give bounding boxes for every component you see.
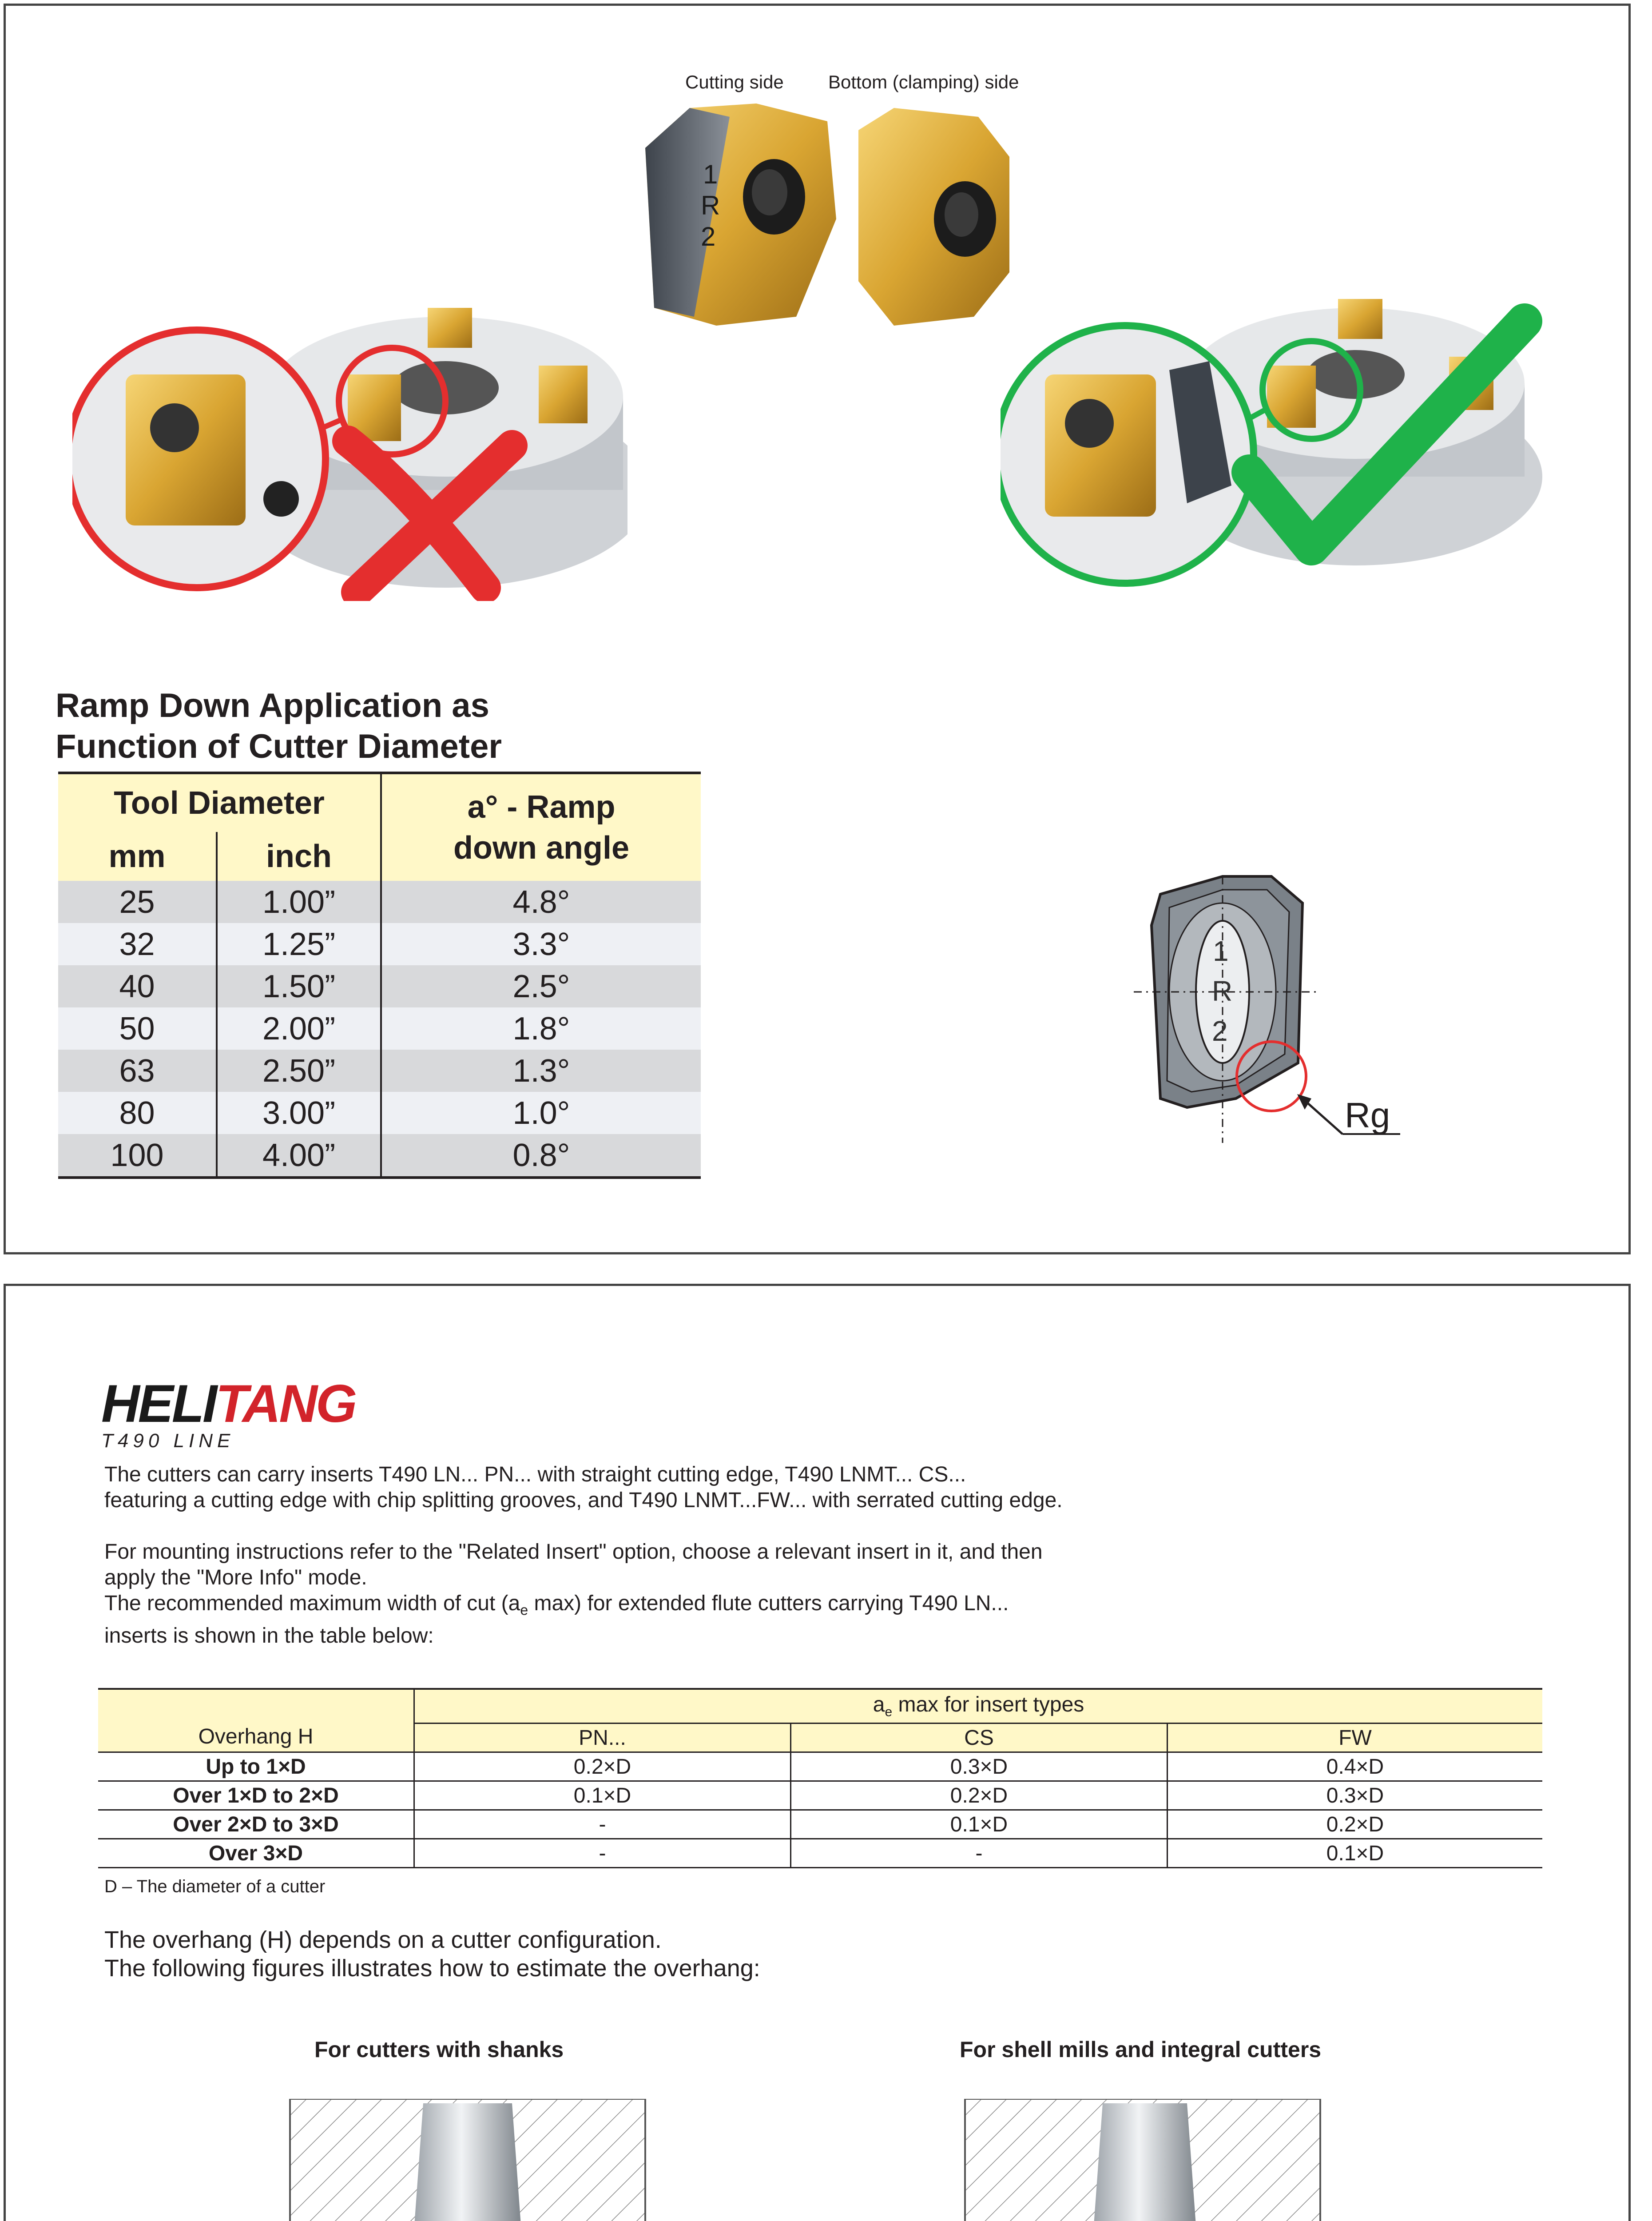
table-row: Over 2×D to 3×D - 0.1×D 0.2×D [98, 1810, 1542, 1839]
svg-text:R: R [1212, 975, 1233, 1007]
wrong-mount-illustration [72, 281, 627, 601]
table-row: 80 3.00” 1.0° [58, 1092, 701, 1134]
svg-text:1: 1 [1213, 935, 1229, 967]
insert-rg-diagram [1134, 868, 1445, 1205]
overhang-text: The overhang (H) depends on a cutter configuration. The following figures illustrates how to estimate the overhang: [104, 1926, 760, 1982]
insert-mark: 1 [703, 159, 718, 189]
ramp-table [58, 772, 701, 1179]
table-row: 40 1.50” 2.5° [58, 965, 701, 1007]
table-row: 50 2.00” 1.8° [58, 1007, 701, 1050]
intro-text: The cutters can carry inserts T490 LN... PN... with straight cutting edge, T490 LNMT... CS... featuring a cutting edge with chip splitting grooves, and T490 LNMT...FW... with serrated cutting edge. For mounting instructions refer to the "Related Insert" option, choose a relevant insert in it, and then apply the "More Info" mode. The recommended maximum width of cut ($a_e$ max) for extended flute cutters carrying T490 LN... inserts is shown in the table below: [104, 1463, 1063, 1648]
svg-text:2: 2 [701, 222, 716, 251]
fig-left-caption: For cutters with shanks [314, 2037, 564, 2062]
pn-header: PN... [414, 1723, 791, 1752]
cs-header: CS [791, 1723, 1168, 1752]
table-row: Up to 1×D 0.2×D 0.3×D 0.4×D [98, 1752, 1542, 1781]
table-row: Over 3×D - - 0.1×D [98, 1839, 1542, 1868]
svg-text:R: R [701, 191, 720, 220]
logo-line: T490 LINE [101, 1430, 235, 1452]
ae-group-header: $a_e$ max for insert types [414, 1689, 1543, 1723]
mm-header: mm [58, 832, 217, 881]
right-mount-illustration [1001, 281, 1556, 601]
table-row: 63 2.50” 1.3° [58, 1050, 701, 1092]
fw-header: FW [1168, 1723, 1543, 1752]
shell-mill-figure [956, 2099, 1356, 2221]
bottom-side-caption: Bottom (clamping) side [828, 72, 1019, 92]
inch-header: inch [217, 832, 381, 881]
insert-images [627, 95, 1036, 343]
overhang-panel [4, 1284, 1631, 2221]
cutting-side-caption: Cutting side [685, 72, 784, 92]
ramp-panel [4, 4, 1631, 1254]
table-row: 25 1.00” 4.8° [58, 881, 701, 923]
helitang-logo [101, 1373, 355, 1452]
taper-shank [405, 2103, 530, 2221]
logo-tang: TANG [215, 1374, 356, 1433]
cutting-side-insert [645, 103, 836, 326]
ramp-title: Ramp Down Application as Function of Cutter Diameter [56, 687, 502, 765]
logo-heli: HELI [101, 1374, 216, 1433]
table-row: Over 1×D to 2×D 0.1×D 0.2×D 0.3×D [98, 1781, 1542, 1810]
tool-diameter-header: Tool Diameter [58, 773, 381, 832]
table-row: 100 4.00” 0.8° [58, 1134, 701, 1178]
overhang-header: Overhang H [98, 1689, 414, 1752]
rg-label: Rg [1345, 1095, 1390, 1135]
ramp-angle-header: a° - Ramp down angle [453, 789, 629, 866]
ae-max-table [98, 1688, 1542, 1868]
bottom-side-insert [858, 108, 1009, 326]
svg-text:2: 2 [1212, 1015, 1228, 1047]
footnote: D – The diameter of a cutter [104, 1877, 326, 1896]
fig-right-caption: For shell mills and integral cutters [960, 2037, 1322, 2062]
table-row: 32 1.25” 3.3° [58, 923, 701, 965]
taper-shank-right [1085, 2103, 1205, 2221]
shank-cutter-figure [281, 2099, 716, 2221]
